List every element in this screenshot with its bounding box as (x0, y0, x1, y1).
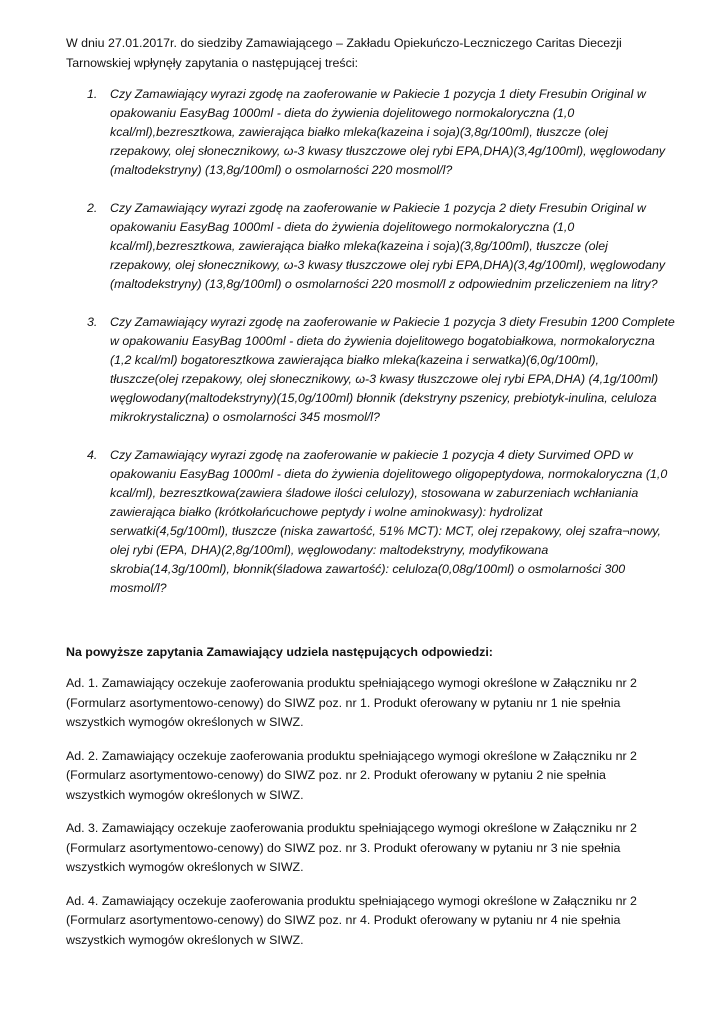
question-line: Czy Zamawiający wyrazi zgodę na zaoferowanie w Pakiecie 1 pozycja 2 diety Fresubin Original w (110, 201, 646, 215)
answer-paragraph (66, 892, 666, 951)
question-line: mosmol/l? (110, 581, 167, 595)
question-line: opakowaniu EasyBag 1000ml - dieta do żywienia dojelitowego normokaloryczna (1,0 (110, 220, 575, 234)
question-line: (maltodekstryny) (13,8g/100ml) o osmolarności 220 mosmol/l z odpowiednim przeliczeniem na litry? (110, 277, 658, 291)
question-number: 3. (87, 315, 98, 329)
answer-line: (Formularz asortymentowo-cenowy) do SIWZ poz. nr 2. Produkt oferowany w pytaniu 2 nie spełnia (66, 768, 606, 782)
answer-line: Ad. 4. Zamawiający oczekuje zaoferowania produktu spełniającego wymogi określone w Załączniku nr 2 (66, 893, 637, 908)
question-line: Czy Zamawiający wyrazi zgodę na zaoferowanie w pakiecie 1 pozycja 4 diety Survimed OPD w (110, 448, 633, 462)
answer-line: wszystkich wymogów określonych w SIWZ. (66, 932, 304, 947)
answer-line: wszystkich wymogów określonych w SIWZ. (66, 787, 304, 802)
question-line: Czy Zamawiający wyrazi zgodę na zaoferowanie w Pakiecie 1 pozycja 3 diety Fresubin 1200 Complete (110, 315, 675, 329)
question-line: rzepakowy, olej słonecznikowy, ω-3 kwasy tłuszczowe olej rybi EPA,DHA)(3,4g/100ml), węglowodany (110, 144, 666, 158)
answer-paragraph (66, 674, 666, 733)
question-line: (1,2 kcal/ml) bogatoresztkowa zawierająca białko mleka(kazeina i serwatka)(6,0g/100ml), (110, 353, 599, 367)
answer-line: Ad. 1. Zamawiający oczekuje zaoferowania produktu spełniającego wymogi określone w Załączniku nr 2 (66, 676, 637, 690)
answers-heading: Na powyższe zapytania Zamawiający udziela następujących odpowiedzi: (66, 645, 493, 659)
answer-line: wszystkich wymogów określonych w SIWZ. (66, 715, 304, 729)
question-line: rzepakowy, olej słonecznikowy, ω-3 kwasy tłuszczowe olej rybi EPA,DHA)(3,4g/100ml), węglowodany (110, 258, 666, 272)
answer-line: wszystkich wymogów określonych w SIWZ. (66, 860, 304, 874)
answer-line: (Formularz asortymentowo-cenowy) do SIWZ poz. nr 3. Produkt oferowany w pytaniu nr 3 nie spełnia (66, 840, 621, 855)
question-line: kcal/ml),bezresztkowa, zawierająca białko mleka(kazeina i soja)(3,8g/100ml), tłuszcze (olej (110, 125, 608, 139)
question-number: 2. (87, 201, 98, 215)
question-number: 4. (87, 448, 98, 462)
question-line: (maltodekstryny) (13,8g/100ml) o osmolarności 220 mosmol/l? (110, 163, 453, 177)
question-line: olej rybi (EPA, DHA)(2,8g/100ml), węglowodany: maltodekstryny, modyfikowana (110, 543, 549, 557)
question-line: tłuszcze(olej rzepakowy, olej słonecznikowy, ω-3 kwasy tłuszczowe olej rybi EPA,DHA) (4,1g/100ml) (110, 372, 659, 386)
answer-line: Ad. 2. Zamawiający oczekuje zaoferowania produktu spełniającego wymogi określone w Załączniku nr 2 (66, 748, 637, 763)
answer-line: (Formularz asortymentowo-cenowy) do SIWZ poz. nr 1. Produkt oferowany w pytaniu nr 1 nie spełnia (66, 695, 621, 710)
answer-paragraph (66, 747, 666, 806)
question-line: kcal/ml),bezresztkowa, zawierająca białko mleka(kazeina i soja)(3,8g/100ml), tłuszcze (olej (110, 239, 608, 253)
document-page (66, 33, 675, 950)
question-line: opakowaniu EasyBag 1000ml - dieta do żywienia dojelitowego oligopeptydowa, normokaloryczna (1,0 (110, 467, 668, 481)
answer-line: Ad. 3. Zamawiający oczekuje zaoferowania produktu spełniającego wymogi określone w Załączniku nr 2 (66, 821, 637, 835)
question-line: kcal/ml), bezresztkowa(zawiera śladowe ilości celulozy), stosowana w zaburzeniach wchłaniania (110, 486, 639, 500)
question-line: mikrokrystaliczna) o osmolarności 345 mosmol/l? (110, 410, 380, 424)
question-number: 1. (87, 87, 98, 101)
question-line: zawierająca białko (krótkołańcuchowe peptydy i wolne aminokwasy): hydrolizat (110, 505, 543, 519)
answer-paragraph (66, 819, 666, 878)
question-line: skrobia(14,3g/100ml), błonnik(śladowa zawartość): celuloza(0,08g/100ml) o osmolarności 300 (110, 562, 626, 576)
question-item (66, 199, 666, 294)
question-line: Czy Zamawiający wyrazi zgodę na zaoferowanie w Pakiecie 1 pozycja 1 diety Fresubin Original w (110, 87, 646, 101)
questions-list (66, 85, 675, 598)
question-item (66, 85, 666, 180)
intro-line: W dniu 27.01.2017r. do siedziby Zamawiającego – Zakładu Opiekuńczo-Leczniczego Caritas Diecezji (66, 36, 622, 50)
question-line: w opakowaniu EasyBag 1000ml - dieta do żywienia dojelitowego bogatobiałkowa, normokaloryczna (110, 334, 655, 348)
question-item (66, 313, 675, 427)
question-line: serwatki(4,5g/100ml), tłuszcze (niska zawartość, 51% MCT): MCT, olej rzepakowy, olej szafra¬nowy, (110, 524, 661, 538)
question-item (66, 446, 666, 598)
intro-line: Tarnowskiej wpłynęły zapytania o następującej treści: (66, 56, 359, 70)
question-line: węglowodany(maltodekstryny)(15,0g/100ml) błonnik (dekstryny pszenicy, prebiotyk-inulina, celuloza (110, 391, 657, 405)
intro-paragraph (66, 33, 666, 73)
question-line: opakowaniu EasyBag 1000ml - dieta do żywienia dojelitowego normokaloryczna (1,0 (110, 106, 575, 120)
answer-line: (Formularz asortymentowo-cenowy) do SIWZ poz. nr 4. Produkt oferowany w pytaniu nr 4 nie spełnia (66, 913, 621, 927)
